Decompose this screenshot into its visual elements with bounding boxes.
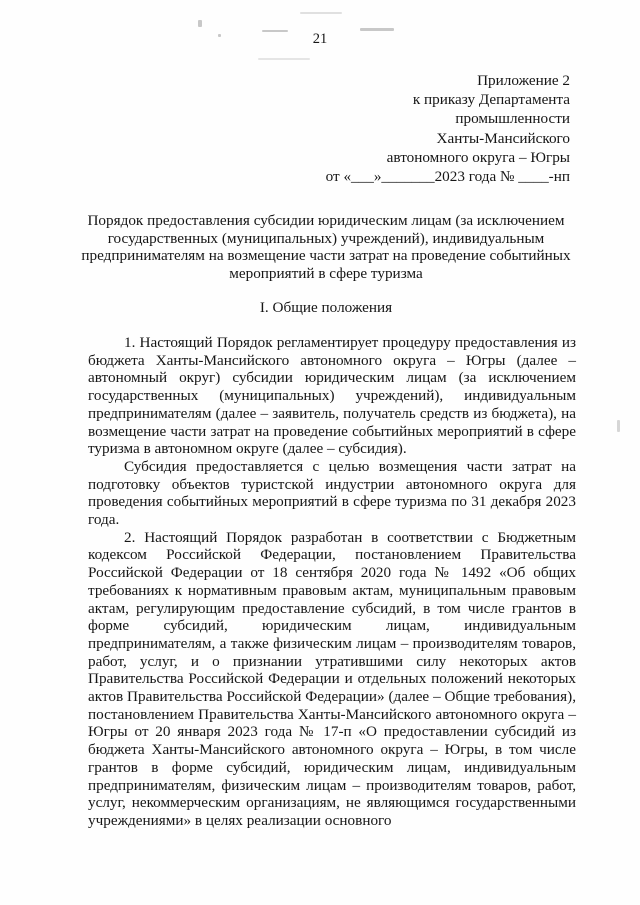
- paragraph: 1. Настоящий Порядок регламентирует процедуру предоставления из бюджета Ханты-Мансийского автономного округа – Югры (далее – автономный округ) субсидии юридическим лицам (за исключением государственных (муниципальных) учреждений), индивидуальным предпринимателям (далее – заявитель, получатель средств из бюджета), на возмещение части затрат на проведение событийных мероприятий в сфере туризма в автономном округе (далее – субсидия).: [88, 334, 576, 458]
- appendix-line: автономного округа – Югры: [386, 148, 570, 166]
- document-title: Порядок предоставления субсидии юридическим лицам (за исключением государственных (муниципальных) учреждений), индивидуальным предпринимателям на возмещение части затрат на проведение событийных мероприятий в сфере туризма: [81, 212, 571, 282]
- appendix-line: к приказу Департамента: [412, 91, 570, 109]
- document-body: [88, 334, 576, 830]
- scan-mark: [300, 12, 342, 14]
- paragraph: Субсидия предоставляется с целью возмещения части затрат на подготовку объектов туристской индустрии автономного округа для проведения событийных мероприятий в сфере туризма по 31 декабря 2023 года.: [88, 457, 576, 529]
- appendix-line: Приложение 2: [477, 72, 570, 89]
- page-number: 21: [312, 31, 328, 47]
- scan-mark: [258, 58, 310, 60]
- scan-mark: [617, 420, 620, 432]
- appendix-line: от «___»_______2023 года № ____-нп: [325, 168, 570, 186]
- appendix-line: Ханты-Мансийского: [436, 129, 570, 147]
- appendix-header: [326, 71, 570, 186]
- section-heading: I. Общие положения: [259, 299, 393, 316]
- scan-mark: [198, 20, 202, 27]
- appendix-line: промышленности: [455, 110, 570, 128]
- paragraph: 2. Настоящий Порядок разработан в соответствии с Бюджетным кодексом Российской Федерации, постановлением Правительства Российской Федерации от 18 сентября 2020 года № 1492 «Об общих требованиях к нормативным правовым актам, муниципальным правовым актам, регулирующим предоставление субсидий, в том числе грантов в форме субсидий, юридическим лицам, индивидуальным предпринимателям, а также физическим лицам – производителям товаров, работ, услуг, и о признании утратившими силу некоторых актов Правительства Российской Федерации и отдельных положений некоторых актов Правительства Российской Федерации» (далее – Общие требования), постановлением Правительства Ханты-Мансийского автономного округа – Югры от 20 января 2023 года № 17-п «О предоставлении субсидий из бюджета Ханты-Мансийского автономного округа – Югры, в том числе грантов в форме субсидий, юридическим лицам, индивидуальным предпринимателям, физическим лицам – производителям товаров, работ, услуг, некоммерческим организациям, не являющимся государственными учреждениями» в целях реализации основного: [88, 528, 576, 829]
